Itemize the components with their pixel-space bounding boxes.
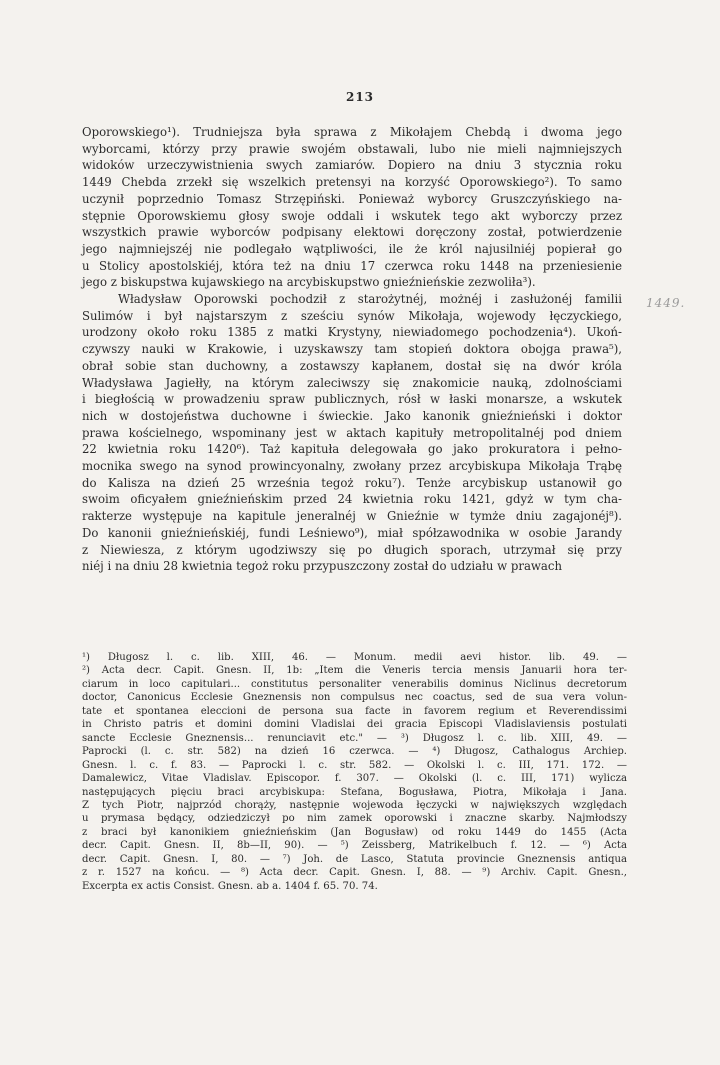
page-number: 213: [345, 90, 375, 104]
body-line: do Kalisza na dzień 25 września tegoż roku⁷). Tenże arcybiskup ustanowił go: [82, 475, 622, 490]
footnote-line: Damalewicz, Vitae Vladislav. Episcopor. f. 307. — Okolski (l. c. III, 171) wylicza: [82, 773, 627, 785]
body-line: nich w dostojeństwa duchowne i świeckie. Jako kanonik gnieźnieński i doktor: [82, 408, 622, 423]
body-line: urodzony około roku 1385 z matki Krystyny, niewiadomego pochodzenia⁴). Ukoń-: [82, 325, 622, 340]
body-line: 22 kwietnia roku 1420⁶). Taż kapituła delegowała go jako prokuratora i pełno-: [82, 442, 622, 457]
footnote-line: ²) Acta decr. Capit. Gnesn. II, 1b: „Item die Veneris tercia mensis Januarii hora ter-: [82, 665, 627, 677]
footnote-line: u prymasa będący, odziedziczył po nim zamek oporowski i znaczne skarby. Najmłodszy: [82, 813, 627, 825]
body-line: 1449 Chebda zrzekł się wszelkich pretensyi na korzyść Oporowskiego²). To samo: [82, 175, 622, 190]
body-line: niéj i na dniu 28 kwietnia tegoż roku przypuszczony został do udziału w prawach: [82, 559, 562, 574]
body-line: Oporowskiego¹). Trudniejsza była sprawa z Mikołajem Chebdą i dwoma jego: [82, 125, 622, 139]
footnote-line: ciarum in loco capitulari... constitutus personaliter venerabilis dominus Niclinus decretorum: [82, 678, 627, 690]
footnote-line: następujących pięciu braci arcybiskupa: Stefana, Bogusława, Piotra, Mikołaja i Jana.: [82, 786, 627, 798]
body-line: z Niewiesza, z którym ugodziwszy się po długich sporach, utrzymał się przy: [82, 542, 622, 557]
body-line: widoków urzeczywistnienia swych zamiarów. Dopiero na dniu 3 stycznia roku: [82, 158, 622, 173]
main-text: [82, 124, 622, 575]
footnote-line: tate et spontanea eleccioni de persona sua facte in favorem regium et Reverendissimi: [82, 705, 627, 717]
body-line: jego najmniejszéj nie podlegało wątpliwości, ile że król najusilniéj popierał go: [82, 241, 622, 256]
body-line: swoim oficyałem gnieźnieńskim przed 24 kwietnia roku 1421, gdyż w tym cha-: [82, 492, 622, 507]
body-line: u Stolicy apostolskiéj, która też na dniu 17 czerwca roku 1448 na przeniesienie: [82, 258, 622, 273]
footnote-line: Gnesn. l. c. f. 83. — Paprocki l. c. str. 582. — Okolski l. c. III, 171. 172. —: [82, 759, 627, 771]
body-line: wyborcami, którzy przy prawie swojém obstawali, lubo nie mieli najmniejszych: [82, 141, 622, 156]
body-line: prawa kościelnego, wspominany jest w aktach kapituły metropolitalnéj pod dniem: [82, 425, 622, 440]
margin-note: 1449.: [646, 296, 686, 310]
footnote-line: decr. Capit. Gnesn. I, 80. — ⁷) Joh. de Lasco, Statuta provincie Gneznensis antiqua: [82, 853, 627, 865]
footnote-line: sancte Ecclesie Gneznensis... renunciavit etc." — ³) Długosz l. c. lib. XIII, 49. —: [82, 732, 627, 744]
body-line: stępnie Oporowskiemu głosy swoje oddali i wskutek tego akt wyborczy przez: [82, 208, 622, 223]
footnote-line: ¹) Długosz l. c. lib. XIII, 46. — Monum. medii aevi histor. lib. 49. —: [82, 652, 627, 663]
footnote-line: decr. Capit. Gnesn. II, 8b—II, 90). — ⁵) Zeissberg, Matrikelbuch f. 12. — ⁶) Acta: [82, 840, 627, 852]
body-line: rakterze występuje na kapitule jeneralnéj w Gnieźnie w tymże dniu zagajonéj⁸).: [82, 509, 622, 524]
body-line: uczynił poprzednio Tomasz Strzępiński. Ponieważ wyborcy Gruszczyńskiego na-: [82, 191, 622, 206]
footnote-line: z braci był kanonikiem gnieźnieńskim (Jan Bogusław) od roku 1449 do 1455 (Acta: [82, 826, 627, 838]
body-line: czywszy nauki w Krakowie, i uzyskawszy tam stopień doktora obojga prawa⁵),: [82, 342, 622, 357]
body-line: wszystkich prawie wyborców podpisany elektowi doręczony został, potwierdzenie: [82, 225, 622, 240]
body-line: Władysława Jagiełły, na którym zaleciwszy się znakomicie nauką, zdolnościami: [82, 375, 622, 390]
footnote-line: Excerpta ex actis Consist. Gnesn. ab a. 1404 f. 65. 70. 74.: [82, 880, 378, 892]
body-line: Do kanonii gnieźnieńskiéj, fundi Leśniewo⁹), miał spółzawodnika w osobie Jarandy: [82, 525, 622, 540]
footnote-line: in Christo patris et domini domini Vladislai dei gracia Episcopi Vladislaviensis postulati: [82, 719, 627, 731]
body-line: mocnika swego na synod prowincyonalny, zwołany przez arcybiskupa Mikołaja Trąbę: [82, 459, 622, 474]
footnotes: [82, 651, 627, 893]
body-line: obrał sobie stan duchowny, a zostawszy kapłanem, dostał się na dwór króla: [82, 358, 622, 373]
body-line: Władysław Oporowski pochodził z starożytnéj, możnéj i zasłużonéj familii: [118, 292, 622, 307]
body-line: jego z biskupstwa kujawskiego na arcybiskupstwo gnieźnieńskie zezwoliła³).: [82, 275, 536, 290]
footnote-line: z r. 1527 na końcu. — ⁸) Acta decr. Capit. Gnesn. I, 88. — ⁹) Archiv. Capit. Gnesn.,: [82, 867, 627, 879]
body-line: i biegłością w prowadzeniu spraw publicznych, rósł w łaski monarsze, a wskutek: [82, 392, 622, 407]
footnote-line: Paprocki (l. c. str. 582) na dzień 16 czerwca. — ⁴) Długosz, Cathalogus Archiep.: [82, 746, 627, 758]
body-line: Sulimów i był najstarszym z sześciu synów Mikołaja, wojewody łęczyckiego,: [82, 308, 622, 323]
footnote-line: Z tych Piotr, najprzód chorąży, następnie wojewoda łęczycki w największych względach: [82, 799, 627, 811]
footnote-line: doctor, Canonicus Ecclesie Gneznensis non compulsus nec coactus, sed de sua vera volun-: [82, 692, 627, 704]
